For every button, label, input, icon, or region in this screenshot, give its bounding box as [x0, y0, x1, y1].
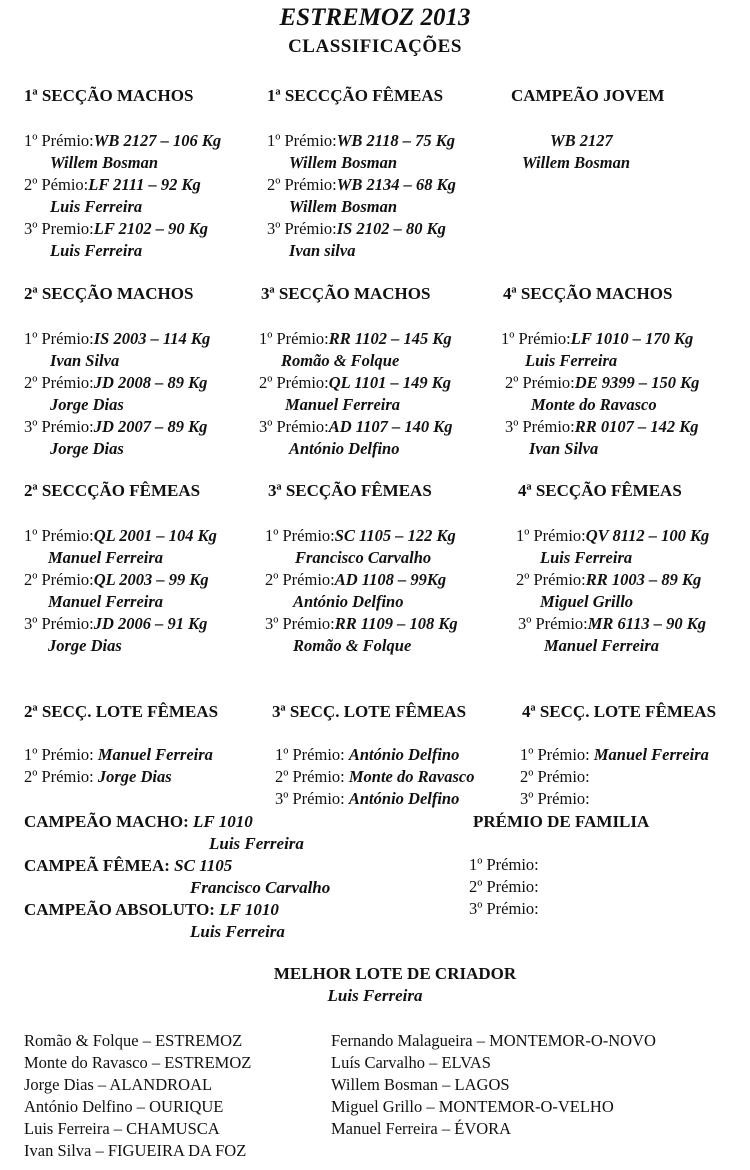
breeder-item: Ivan Silva – FIGUEIRA DA FOZ	[24, 1141, 247, 1160]
prize-entry: 3º Prémio:JD 2007 – 89 Kg	[24, 417, 208, 436]
familia-entry: 2º Prémio:	[469, 877, 539, 896]
lot-entry: 2º Prémio:	[520, 767, 590, 786]
prize-owner: Jorge Dias	[50, 395, 124, 414]
prize-owner: Ivan Silva	[529, 439, 599, 458]
breeder-item: Willem Bosman – LAGOS	[331, 1075, 510, 1094]
melhor-lote-owner: Luis Ferreira	[327, 986, 423, 1005]
melhor-lote-heading: MELHOR LOTE DE CRIADOR	[273, 964, 517, 983]
prize-entry: 2º Prémio:RR 1003 – 89 Kg	[516, 570, 702, 589]
breeder-item: Luís Carvalho – ELVAS	[331, 1053, 491, 1072]
prize-list	[24, 130, 221, 262]
campeao-absoluto-owner: Luis Ferreira	[190, 922, 285, 941]
prize-entry: 2º Prémio:AD 1108 – 99Kg	[265, 570, 447, 589]
campeao-macho-owner: Luis Ferreira	[209, 834, 304, 853]
campeao-absoluto: CAMPEÃO ABSOLUTO: LF 1010	[24, 900, 279, 919]
prize-owner: Romão & Folque	[293, 636, 412, 655]
prize-entry: 1º Prémio:SC 1105 – 122 Kg	[265, 526, 456, 545]
lot-entry: 3º Prémio: António Delfino	[275, 789, 460, 808]
prize-list	[24, 525, 217, 657]
lot-entry: 1º Prémio: Manuel Ferreira	[24, 745, 213, 764]
page-subtitle: CLASSIFICAÇÕES	[288, 36, 462, 57]
campea-femea-owner: Francisco Carvalho	[190, 878, 331, 897]
prize-entry: 3º Prémio:AD 1107 – 140 Kg	[259, 417, 453, 436]
prize-owner: Manuel Ferreira	[48, 548, 164, 567]
prize-entry: 3º Prémio:IS 2102 – 80 Kg	[267, 219, 446, 238]
section-heading: 2ª SECCÇÃO FÊMEAS	[24, 481, 201, 500]
familia-entry: 1º Prémio:	[469, 855, 539, 874]
section-heading: 3ª SECÇÃO FÊMEAS	[268, 481, 432, 500]
lot-list	[520, 744, 709, 810]
campeao-jovem-owner: Willem Bosman	[522, 153, 631, 172]
section-heading: 4ª SECÇ. LOTE FÊMEAS	[522, 702, 717, 721]
breeder-item: Romão & Folque – ESTREMOZ	[24, 1031, 243, 1050]
prize-owner: Manuel Ferreira	[544, 636, 660, 655]
prize-entry: 3º Prémio:JD 2006 – 91 Kg	[24, 614, 208, 633]
prize-entry: 2º Prémio:JD 2008 – 89 Kg	[24, 373, 208, 392]
prize-entry: 1º Prémio:LF 1010 – 170 Kg	[501, 329, 694, 348]
prize-entry: 1º Prémio:WB 2127 – 106 Kg	[24, 131, 222, 150]
prize-owner: Willem Bosman	[50, 153, 159, 172]
prize-entry: 2º Prémio:QL 1101 – 149 Kg	[259, 373, 451, 392]
familia-heading: PRÉMIO DE FAMILIA	[473, 812, 650, 831]
campeao-jovem-animal: WB 2127	[550, 131, 613, 150]
breeder-item: António Delfino – OURIQUE	[24, 1097, 224, 1116]
prize-owner: Luis Ferreira	[50, 197, 143, 216]
prize-list	[516, 525, 709, 657]
section-heading: 2ª SECÇÃO MACHOS	[24, 284, 194, 303]
lot-entry: 2º Prémio: Jorge Dias	[24, 767, 172, 786]
prize-owner: Luis Ferreira	[525, 351, 618, 370]
lot-entry: 2º Prémio: Monte do Ravasco	[275, 767, 475, 786]
breeder-item: Jorge Dias – ALANDROAL	[24, 1075, 213, 1094]
lot-list	[275, 744, 474, 810]
section-heading: 3ª SECÇÃO MACHOS	[261, 284, 431, 303]
prize-entry: 2º Prémio:WB 2134 – 68 Kg	[267, 175, 456, 194]
section-heading: 4ª SECÇÃO FÊMEAS	[518, 481, 682, 500]
prize-entry: 1º Prémio:IS 2003 – 114 Kg	[24, 329, 211, 348]
prize-list	[501, 328, 699, 460]
prize-owner: Willem Bosman	[289, 153, 398, 172]
section-heading: 1ª SECÇÃO MACHOS	[24, 86, 194, 105]
prize-list	[259, 328, 453, 460]
familia-list	[469, 854, 539, 920]
prize-owner: Willem Bosman	[289, 197, 398, 216]
prize-owner: Monte do Ravasco	[531, 395, 657, 414]
familia-entry: 3º Prémio:	[469, 899, 539, 918]
prize-entry: 2º Prémio:DE 9399 – 150 Kg	[505, 373, 700, 392]
lot-list	[24, 744, 213, 788]
breeder-item: Miguel Grillo – MONTEMOR-O-VELHO	[331, 1097, 614, 1116]
prize-entry: 1º Prémio:QV 8112 – 100 Kg	[516, 526, 710, 545]
section-heading: CAMPEÃO JOVEM	[511, 86, 665, 105]
prize-owner: Francisco Carvalho	[295, 548, 432, 567]
breeder-item: Monte do Ravasco – ESTREMOZ	[24, 1053, 252, 1072]
section-heading: 2ª SECÇ. LOTE FÊMEAS	[24, 702, 219, 721]
prize-owner: Ivan Silva	[50, 351, 120, 370]
breeders-left	[24, 1030, 251, 1162]
prize-owner: Luis Ferreira	[540, 548, 633, 567]
prize-list	[267, 130, 456, 262]
prize-entry: 3º Premio:LF 2102 – 90 Kg	[24, 219, 209, 238]
campea-femea: CAMPEÃ FÊMEA: SC 1105	[24, 856, 233, 875]
prize-entry: 3º Prémio:RR 1109 – 108 Kg	[265, 614, 458, 633]
prize-entry: 2º Prémio:QL 2003 – 99 Kg	[24, 570, 209, 589]
prize-entry: 3º Prémio:MR 6113 – 90 Kg	[518, 614, 707, 633]
breeder-item: Fernando Malagueira – MONTEMOR-O-NOVO	[331, 1031, 656, 1050]
section-heading: 3ª SECÇ. LOTE FÊMEAS	[272, 702, 467, 721]
section-heading: 1ª SECCÇÃO FÊMEAS	[267, 86, 444, 105]
prize-owner: Romão & Folque	[281, 351, 400, 370]
campeao-jovem	[522, 130, 630, 174]
section-heading: 4ª SECÇÃO MACHOS	[503, 284, 673, 303]
prize-owner: António Delfino	[289, 439, 400, 458]
prize-entry: 2º Pémio:LF 2111 – 92 Kg	[24, 175, 201, 194]
prize-owner: Manuel Ferreira	[285, 395, 401, 414]
prize-owner: Manuel Ferreira	[48, 592, 164, 611]
prize-entry: 1º Prémio:WB 2118 – 75 Kg	[267, 131, 456, 150]
lot-entry: 1º Prémio: António Delfino	[275, 745, 460, 764]
prize-owner: Miguel Grillo	[540, 592, 634, 611]
prize-entry: 1º Prémio:RR 1102 – 145 Kg	[259, 329, 452, 348]
breeder-item: Manuel Ferreira – ÉVORA	[331, 1119, 512, 1138]
prize-owner: Jorge Dias	[50, 439, 124, 458]
prize-list	[24, 328, 210, 460]
prize-owner: Jorge Dias	[48, 636, 122, 655]
prize-entry: 3º Prémio:RR 0107 – 142 Kg	[505, 417, 699, 436]
breeders-right	[331, 1030, 656, 1140]
prize-list	[265, 525, 458, 657]
prize-owner: Ivan silva	[289, 241, 356, 260]
campeao-macho: CAMPEÃO MACHO: LF 1010	[24, 812, 253, 831]
lot-entry: 1º Prémio: Manuel Ferreira	[520, 745, 709, 764]
prize-entry: 1º Prémio:QL 2001 – 104 Kg	[24, 526, 217, 545]
page-title: ESTREMOZ 2013	[279, 4, 471, 31]
breeder-item: Luis Ferreira – CHAMUSCA	[24, 1119, 220, 1138]
prize-owner: Luis Ferreira	[50, 241, 143, 260]
lot-entry: 3º Prémio:	[520, 789, 590, 808]
prize-owner: António Delfino	[293, 592, 404, 611]
